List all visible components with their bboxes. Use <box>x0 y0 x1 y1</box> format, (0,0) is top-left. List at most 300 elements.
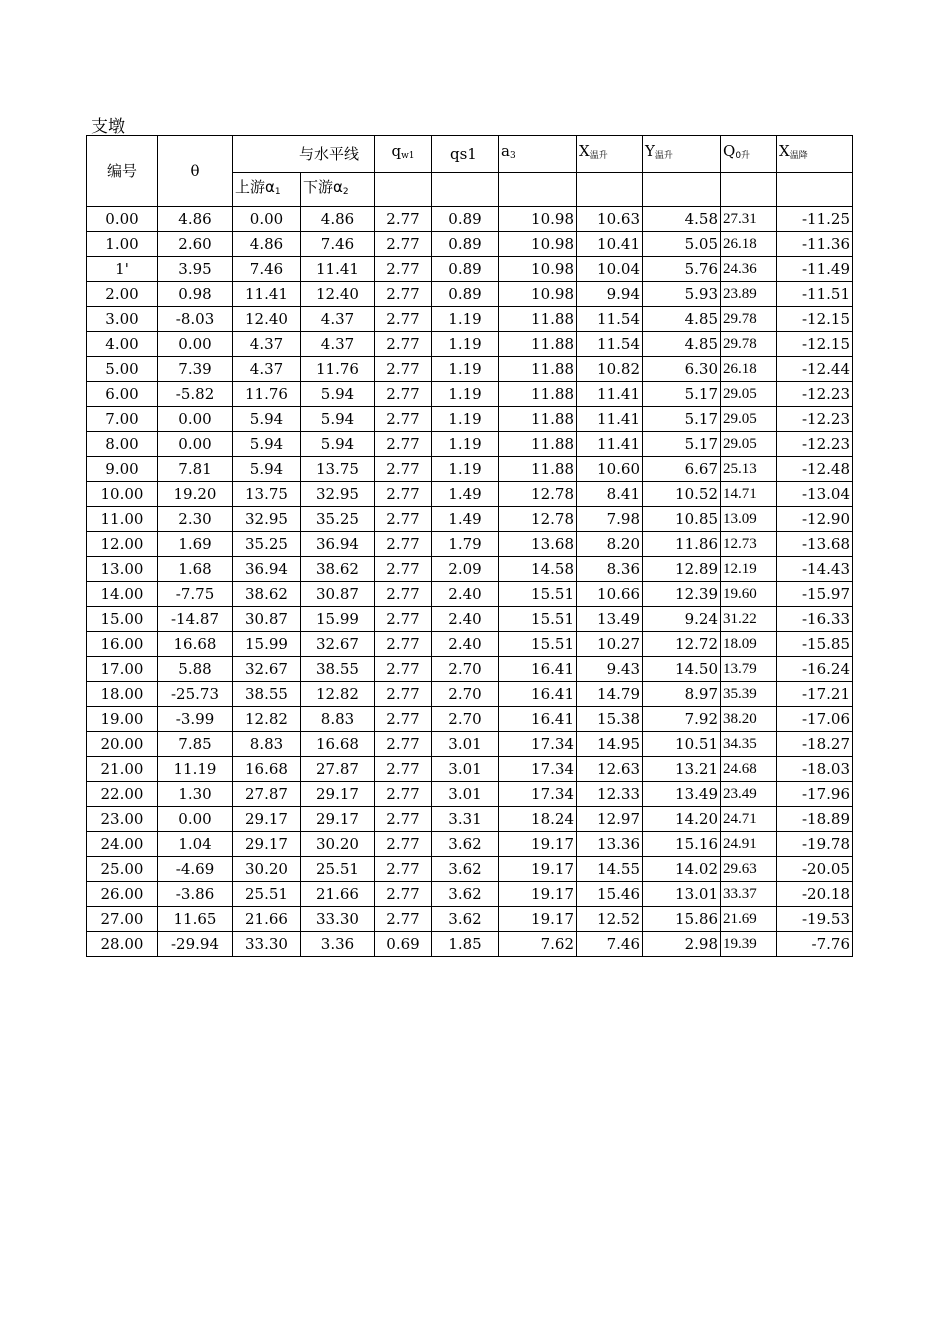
cell-y-rise: 10.52 <box>643 482 721 507</box>
cell-x-drop: -18.89 <box>777 807 853 832</box>
table-row <box>87 482 853 507</box>
cell-a3: 11.88 <box>499 357 577 382</box>
cell-theta: 4.86 <box>158 207 233 232</box>
cell-q0-rise: 23.49 <box>721 782 777 807</box>
cell-theta: -14.87 <box>158 607 233 632</box>
cell-q0-rise: 24.71 <box>721 807 777 832</box>
cell-upstream: 36.94 <box>233 557 301 582</box>
cell-a3: 13.68 <box>499 532 577 557</box>
cell-downstream: 29.17 <box>301 807 375 832</box>
cell-upstream: 21.66 <box>233 907 301 932</box>
cell-theta: -8.03 <box>158 307 233 332</box>
cell-upstream: 5.94 <box>233 432 301 457</box>
cell-theta: 1.69 <box>158 532 233 557</box>
cell-a3: 11.88 <box>499 432 577 457</box>
cell-qs1: 0.89 <box>432 257 499 282</box>
cell-downstream: 38.55 <box>301 657 375 682</box>
cell-x-rise: 9.43 <box>577 657 643 682</box>
cell-q0-rise: 29.78 <box>721 307 777 332</box>
cell-y-rise: 5.76 <box>643 257 721 282</box>
cell-q0-rise: 26.18 <box>721 232 777 257</box>
cell-x-rise: 15.38 <box>577 707 643 732</box>
cell-qw: 2.77 <box>375 907 432 932</box>
header-y-rise: $Y_{温升}$ <box>643 136 721 173</box>
cell-x-rise: 10.41 <box>577 232 643 257</box>
cell-id: 24.00 <box>87 832 158 857</box>
cell-q0-rise: 29.05 <box>721 382 777 407</box>
cell-qw: 2.77 <box>375 657 432 682</box>
cell-x-drop: -12.15 <box>777 332 853 357</box>
cell-upstream: 27.87 <box>233 782 301 807</box>
cell-q0-rise: 19.60 <box>721 582 777 607</box>
cell-x-drop: -12.15 <box>777 307 853 332</box>
table-row <box>87 432 853 457</box>
cell-upstream: 29.17 <box>233 832 301 857</box>
cell-x-rise: 11.54 <box>577 307 643 332</box>
cell-id: 16.00 <box>87 632 158 657</box>
cell-qs1: 0.89 <box>432 282 499 307</box>
cell-id: 15.00 <box>87 607 158 632</box>
cell-a3: 12.78 <box>499 507 577 532</box>
cell-q0-rise: 35.39 <box>721 682 777 707</box>
cell-qw: 2.77 <box>375 432 432 457</box>
table-row <box>87 407 853 432</box>
cell-x-drop: -12.90 <box>777 507 853 532</box>
cell-qw: 2.77 <box>375 257 432 282</box>
cell-qs1: 1.49 <box>432 482 499 507</box>
table-row <box>87 332 853 357</box>
table-row <box>87 732 853 757</box>
cell-q0-rise: 19.39 <box>721 932 777 957</box>
cell-qw: 2.77 <box>375 707 432 732</box>
cell-qs1: 1.19 <box>432 357 499 382</box>
cell-upstream: 5.94 <box>233 407 301 432</box>
cell-q0-rise: 24.68 <box>721 757 777 782</box>
cell-x-rise: 14.55 <box>577 857 643 882</box>
cell-qs1: 1.19 <box>432 307 499 332</box>
header-blank <box>375 173 432 207</box>
cell-y-rise: 5.17 <box>643 407 721 432</box>
cell-a3: 15.51 <box>499 607 577 632</box>
cell-upstream: 29.17 <box>233 807 301 832</box>
header-blank <box>499 173 577 207</box>
cell-upstream: 32.95 <box>233 507 301 532</box>
cell-a3: 19.17 <box>499 907 577 932</box>
cell-qs1: 1.19 <box>432 407 499 432</box>
header-qs1: qs1 <box>432 136 499 173</box>
cell-q0-rise: 24.36 <box>721 257 777 282</box>
cell-downstream: 25.51 <box>301 857 375 882</box>
cell-x-rise: 11.54 <box>577 332 643 357</box>
cell-q0-rise: 18.09 <box>721 632 777 657</box>
cell-a3: 19.17 <box>499 882 577 907</box>
cell-upstream: 30.87 <box>233 607 301 632</box>
cell-theta: -4.69 <box>158 857 233 882</box>
cell-x-rise: 10.60 <box>577 457 643 482</box>
cell-a3: 19.17 <box>499 857 577 882</box>
cell-upstream: 13.75 <box>233 482 301 507</box>
cell-qw: 2.77 <box>375 207 432 232</box>
cell-id: 26.00 <box>87 882 158 907</box>
cell-id: 22.00 <box>87 782 158 807</box>
cell-x-drop: -18.03 <box>777 757 853 782</box>
cell-x-rise: 13.49 <box>577 607 643 632</box>
cell-x-drop: -15.97 <box>777 582 853 607</box>
cell-id: 21.00 <box>87 757 158 782</box>
cell-downstream: 32.95 <box>301 482 375 507</box>
cell-qs1: 1.19 <box>432 382 499 407</box>
cell-y-rise: 5.05 <box>643 232 721 257</box>
cell-id: 13.00 <box>87 557 158 582</box>
cell-id: 25.00 <box>87 857 158 882</box>
cell-a3: 17.34 <box>499 757 577 782</box>
cell-q0-rise: 29.05 <box>721 407 777 432</box>
cell-downstream: 29.17 <box>301 782 375 807</box>
cell-id: 12.00 <box>87 532 158 557</box>
cell-x-rise: 10.27 <box>577 632 643 657</box>
cell-downstream: 15.99 <box>301 607 375 632</box>
cell-a3: 11.88 <box>499 332 577 357</box>
cell-theta: 7.81 <box>158 457 233 482</box>
cell-qw: 2.77 <box>375 832 432 857</box>
cell-upstream: 15.99 <box>233 632 301 657</box>
cell-id: 4.00 <box>87 332 158 357</box>
cell-x-drop: -11.51 <box>777 282 853 307</box>
header-upstream: 上游$\alpha_1$ <box>233 173 301 207</box>
cell-x-rise: 11.41 <box>577 407 643 432</box>
cell-qw: 2.77 <box>375 332 432 357</box>
cell-upstream: 12.40 <box>233 307 301 332</box>
cell-x-rise: 12.97 <box>577 807 643 832</box>
cell-x-rise: 14.95 <box>577 732 643 757</box>
cell-qs1: 1.19 <box>432 432 499 457</box>
table-row <box>87 632 853 657</box>
cell-a3: 17.34 <box>499 732 577 757</box>
cell-x-rise: 11.41 <box>577 432 643 457</box>
table-caption: 支墩 <box>91 117 125 137</box>
header-blank <box>721 173 777 207</box>
cell-qw: 2.77 <box>375 507 432 532</box>
cell-y-rise: 12.39 <box>643 582 721 607</box>
cell-x-rise: 8.20 <box>577 532 643 557</box>
cell-x-drop: -20.05 <box>777 857 853 882</box>
cell-upstream: 8.83 <box>233 732 301 757</box>
cell-qw: 2.77 <box>375 232 432 257</box>
cell-x-rise: 10.82 <box>577 357 643 382</box>
cell-y-rise: 10.51 <box>643 732 721 757</box>
cell-theta: -29.94 <box>158 932 233 957</box>
cell-downstream: 38.62 <box>301 557 375 582</box>
cell-qw: 2.77 <box>375 357 432 382</box>
cell-a3: 12.78 <box>499 482 577 507</box>
cell-qw: 2.77 <box>375 607 432 632</box>
table-row <box>87 457 853 482</box>
cell-qs1: 2.40 <box>432 582 499 607</box>
data-table <box>86 135 853 957</box>
cell-qw: 2.77 <box>375 532 432 557</box>
cell-upstream: 16.68 <box>233 757 301 782</box>
cell-x-rise: 11.41 <box>577 382 643 407</box>
cell-y-rise: 4.58 <box>643 207 721 232</box>
cell-downstream: 8.83 <box>301 707 375 732</box>
table-row <box>87 607 853 632</box>
cell-downstream: 30.20 <box>301 832 375 857</box>
cell-y-rise: 9.24 <box>643 607 721 632</box>
cell-y-rise: 2.98 <box>643 932 721 957</box>
cell-qw: 2.77 <box>375 457 432 482</box>
cell-x-drop: -12.23 <box>777 407 853 432</box>
cell-y-rise: 12.72 <box>643 632 721 657</box>
cell-q0-rise: 12.73 <box>721 532 777 557</box>
header-theta: θ <box>158 136 233 207</box>
cell-upstream: 32.67 <box>233 657 301 682</box>
cell-a3: 19.17 <box>499 832 577 857</box>
cell-q0-rise: 24.91 <box>721 832 777 857</box>
cell-q0-rise: 12.19 <box>721 557 777 582</box>
cell-x-drop: -11.25 <box>777 207 853 232</box>
cell-id: 7.00 <box>87 407 158 432</box>
cell-y-rise: 6.30 <box>643 357 721 382</box>
cell-x-drop: -7.76 <box>777 932 853 957</box>
cell-theta: 2.60 <box>158 232 233 257</box>
cell-qs1: 3.62 <box>432 882 499 907</box>
cell-theta: 11.19 <box>158 757 233 782</box>
table-row <box>87 232 853 257</box>
cell-x-drop: -14.43 <box>777 557 853 582</box>
cell-y-rise: 5.17 <box>643 432 721 457</box>
cell-x-rise: 15.46 <box>577 882 643 907</box>
cell-x-rise: 10.66 <box>577 582 643 607</box>
cell-a3: 16.41 <box>499 707 577 732</box>
table-row <box>87 532 853 557</box>
cell-y-rise: 4.85 <box>643 307 721 332</box>
cell-downstream: 3.36 <box>301 932 375 957</box>
cell-id: 0.00 <box>87 207 158 232</box>
cell-downstream: 5.94 <box>301 432 375 457</box>
cell-theta: 7.39 <box>158 357 233 382</box>
cell-theta: 19.20 <box>158 482 233 507</box>
cell-id: 10.00 <box>87 482 158 507</box>
cell-qs1: 1.79 <box>432 532 499 557</box>
cell-id: 19.00 <box>87 707 158 732</box>
cell-id: 20.00 <box>87 732 158 757</box>
table-row <box>87 307 853 332</box>
cell-id: 27.00 <box>87 907 158 932</box>
table-row <box>87 357 853 382</box>
cell-qs1: 0.89 <box>432 207 499 232</box>
cell-x-rise: 10.04 <box>577 257 643 282</box>
header-blank <box>777 173 853 207</box>
cell-a3: 14.58 <box>499 557 577 582</box>
table-row <box>87 707 853 732</box>
cell-upstream: 30.20 <box>233 857 301 882</box>
cell-a3: 18.24 <box>499 807 577 832</box>
header-id: 编号 <box>87 136 158 207</box>
cell-a3: 10.98 <box>499 207 577 232</box>
cell-x-drop: -13.04 <box>777 482 853 507</box>
header-blank <box>643 173 721 207</box>
cell-id: 11.00 <box>87 507 158 532</box>
cell-qw: 2.77 <box>375 382 432 407</box>
cell-qw: 2.77 <box>375 282 432 307</box>
cell-q0-rise: 13.09 <box>721 507 777 532</box>
cell-x-drop: -17.06 <box>777 707 853 732</box>
cell-qs1: 1.49 <box>432 507 499 532</box>
cell-y-rise: 14.50 <box>643 657 721 682</box>
cell-x-drop: -19.53 <box>777 907 853 932</box>
cell-qw: 2.77 <box>375 807 432 832</box>
cell-id: 1.00 <box>87 232 158 257</box>
header-a3: $a_3$ <box>499 136 577 173</box>
cell-theta: -3.99 <box>158 707 233 732</box>
cell-x-rise: 13.36 <box>577 832 643 857</box>
cell-downstream: 21.66 <box>301 882 375 907</box>
cell-x-drop: -12.48 <box>777 457 853 482</box>
cell-qw: 2.77 <box>375 557 432 582</box>
cell-x-rise: 8.41 <box>577 482 643 507</box>
cell-upstream: 5.94 <box>233 457 301 482</box>
cell-a3: 11.88 <box>499 382 577 407</box>
cell-qs1: 1.85 <box>432 932 499 957</box>
cell-theta: 3.95 <box>158 257 233 282</box>
cell-qw: 2.77 <box>375 857 432 882</box>
cell-x-rise: 12.52 <box>577 907 643 932</box>
cell-theta: 2.30 <box>158 507 233 532</box>
cell-x-drop: -11.49 <box>777 257 853 282</box>
cell-theta: 0.00 <box>158 807 233 832</box>
cell-x-rise: 10.63 <box>577 207 643 232</box>
table-row <box>87 807 853 832</box>
cell-x-drop: -18.27 <box>777 732 853 757</box>
cell-theta: 11.65 <box>158 907 233 932</box>
cell-theta: 5.88 <box>158 657 233 682</box>
cell-x-rise: 12.63 <box>577 757 643 782</box>
cell-q0-rise: 33.37 <box>721 882 777 907</box>
cell-downstream: 12.40 <box>301 282 375 307</box>
table-row <box>87 832 853 857</box>
cell-x-rise: 9.94 <box>577 282 643 307</box>
cell-x-rise: 14.79 <box>577 682 643 707</box>
cell-qs1: 1.19 <box>432 457 499 482</box>
cell-x-drop: -12.23 <box>777 382 853 407</box>
cell-theta: 0.00 <box>158 332 233 357</box>
cell-y-rise: 15.16 <box>643 832 721 857</box>
cell-q0-rise: 25.13 <box>721 457 777 482</box>
cell-upstream: 33.30 <box>233 932 301 957</box>
cell-y-rise: 14.20 <box>643 807 721 832</box>
cell-y-rise: 5.93 <box>643 282 721 307</box>
cell-upstream: 4.37 <box>233 357 301 382</box>
cell-y-rise: 10.85 <box>643 507 721 532</box>
cell-id: 5.00 <box>87 357 158 382</box>
cell-theta: 16.68 <box>158 632 233 657</box>
header-blank <box>577 173 643 207</box>
table-row <box>87 857 853 882</box>
cell-theta: -5.82 <box>158 382 233 407</box>
cell-theta: 1.04 <box>158 832 233 857</box>
cell-qs1: 0.89 <box>432 232 499 257</box>
cell-y-rise: 7.92 <box>643 707 721 732</box>
cell-theta: 0.98 <box>158 282 233 307</box>
cell-y-rise: 13.01 <box>643 882 721 907</box>
cell-theta: 0.00 <box>158 407 233 432</box>
cell-q0-rise: 26.18 <box>721 357 777 382</box>
cell-theta: -7.75 <box>158 582 233 607</box>
cell-id: 17.00 <box>87 657 158 682</box>
cell-qs1: 2.40 <box>432 632 499 657</box>
cell-qs1: 3.01 <box>432 782 499 807</box>
cell-qs1: 3.62 <box>432 857 499 882</box>
cell-qw: 2.77 <box>375 482 432 507</box>
cell-qw: 0.69 <box>375 932 432 957</box>
cell-x-drop: -13.68 <box>777 532 853 557</box>
cell-downstream: 35.25 <box>301 507 375 532</box>
cell-a3: 15.51 <box>499 582 577 607</box>
cell-q0-rise: 29.78 <box>721 332 777 357</box>
cell-id: 23.00 <box>87 807 158 832</box>
cell-a3: 11.88 <box>499 457 577 482</box>
cell-downstream: 7.46 <box>301 232 375 257</box>
cell-y-rise: 8.97 <box>643 682 721 707</box>
cell-downstream: 12.82 <box>301 682 375 707</box>
cell-downstream: 4.37 <box>301 307 375 332</box>
cell-x-rise: 7.46 <box>577 932 643 957</box>
cell-upstream: 7.46 <box>233 257 301 282</box>
cell-upstream: 4.37 <box>233 332 301 357</box>
cell-qs1: 3.62 <box>432 907 499 932</box>
cell-upstream: 25.51 <box>233 882 301 907</box>
cell-y-rise: 14.02 <box>643 857 721 882</box>
cell-upstream: 35.25 <box>233 532 301 557</box>
cell-downstream: 4.86 <box>301 207 375 232</box>
cell-q0-rise: 29.63 <box>721 857 777 882</box>
cell-qw: 2.77 <box>375 732 432 757</box>
cell-qs1: 3.62 <box>432 832 499 857</box>
cell-a3: 10.98 <box>499 257 577 282</box>
cell-qw: 2.77 <box>375 757 432 782</box>
cell-x-rise: 7.98 <box>577 507 643 532</box>
table-row <box>87 582 853 607</box>
cell-qs1: 3.31 <box>432 807 499 832</box>
cell-downstream: 11.41 <box>301 257 375 282</box>
cell-a3: 11.88 <box>499 307 577 332</box>
table-row <box>87 907 853 932</box>
cell-x-drop: -17.96 <box>777 782 853 807</box>
cell-q0-rise: 21.69 <box>721 907 777 932</box>
cell-upstream: 11.76 <box>233 382 301 407</box>
cell-id: 3.00 <box>87 307 158 332</box>
cell-theta: 1.68 <box>158 557 233 582</box>
cell-id: 18.00 <box>87 682 158 707</box>
cell-qs1: 2.70 <box>432 682 499 707</box>
header-angle-group: 与水平线 <box>233 136 375 173</box>
cell-x-drop: -16.33 <box>777 607 853 632</box>
cell-q0-rise: 14.71 <box>721 482 777 507</box>
cell-downstream: 30.87 <box>301 582 375 607</box>
cell-id: 14.00 <box>87 582 158 607</box>
table-row <box>87 757 853 782</box>
cell-downstream: 5.94 <box>301 407 375 432</box>
cell-x-drop: -15.85 <box>777 632 853 657</box>
cell-qw: 2.77 <box>375 407 432 432</box>
cell-upstream: 38.62 <box>233 582 301 607</box>
cell-a3: 16.41 <box>499 657 577 682</box>
cell-a3: 11.88 <box>499 407 577 432</box>
cell-downstream: 27.87 <box>301 757 375 782</box>
cell-qs1: 1.19 <box>432 332 499 357</box>
cell-qw: 2.77 <box>375 882 432 907</box>
cell-qw: 2.77 <box>375 782 432 807</box>
